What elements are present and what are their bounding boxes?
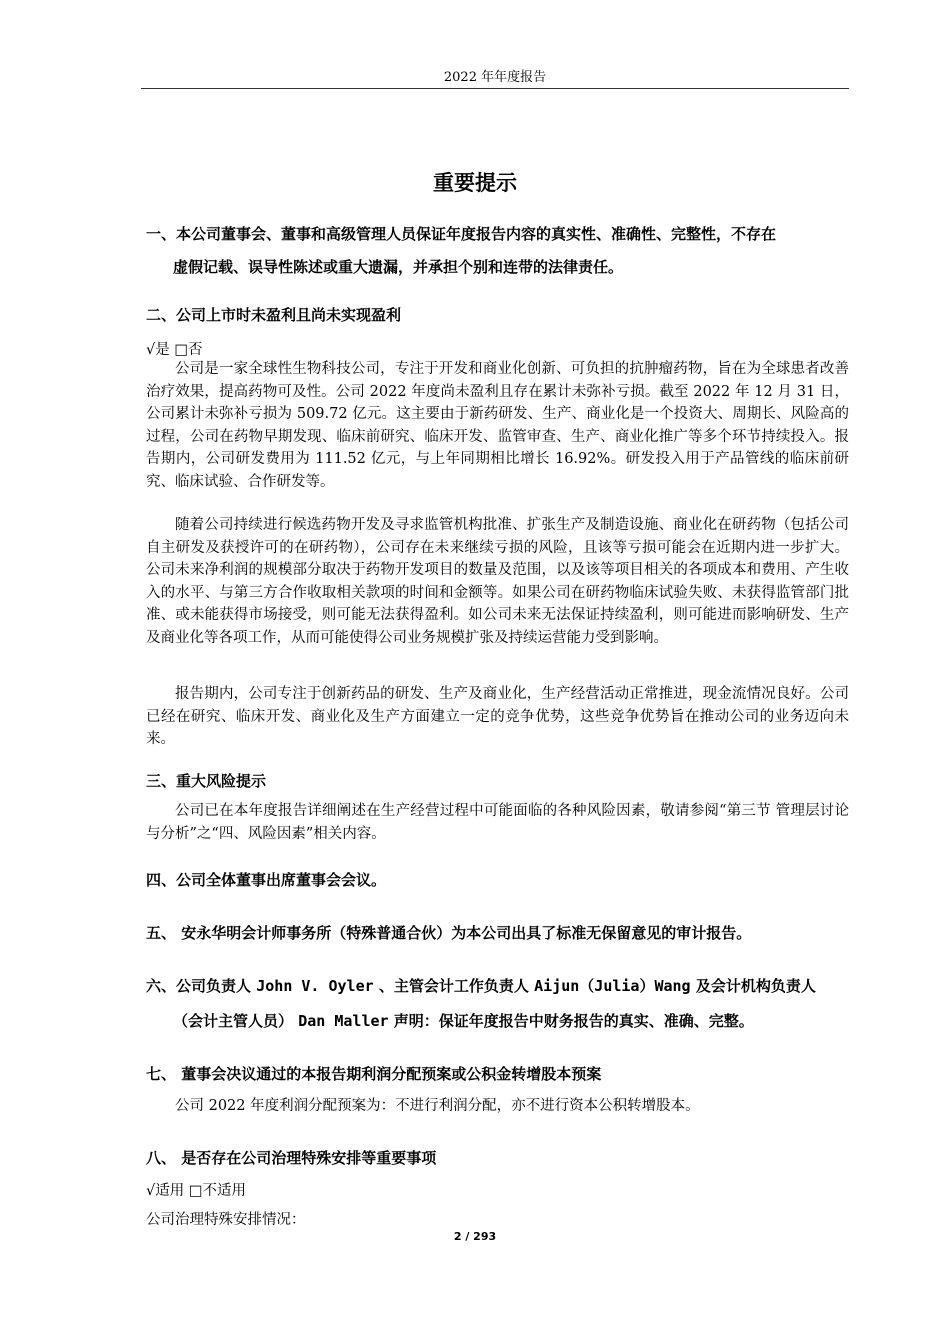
section-7-heading: 七、 董事会决议通过的本报告期利润分配预案或公积金转增股本预案 <box>146 1065 602 1083</box>
section-6-text-e: 及会计机构负责人 <box>695 977 816 995</box>
section-6-text-c: 、主管会计工作负责人 <box>378 977 529 995</box>
section-1-line-2: 虚假记载、误导性陈述或重大遗漏，并承担个别和连带的法律责任。 <box>173 258 624 276</box>
company-head-name: John V. Oyler <box>256 977 374 995</box>
section-7-paragraph: 公司 2022 年度利润分配预案为：不进行利润分配，亦不进行资本公积转增股本。 <box>175 1098 700 1114</box>
section-8-heading: 八、 是否存在公司治理特殊安排等重要事项 <box>146 1149 437 1167</box>
section-1-heading <box>146 218 852 284</box>
section-2-heading: 二、公司上市时未盈利且尚未实现盈利 <box>146 306 402 324</box>
page-title: 重要提示 <box>433 171 517 195</box>
page-number: 2 / 293 <box>453 1230 497 1243</box>
section-2-paragraph-1: 公司是一家全球性生物科技公司，专注于开发和商业化创新、可负担的抗肿瘤药物，旨在为全球患者改善治疗效果，提高药物可及性。公司 2022 年度尚未盈利且存在累计未弥补亏损。截至 2022 年 12 月 31 日，公司累计未弥补亏损为 509.72 亿元。这主要由于新药研发、生产、商业化是一个投资大、周期长、风险高的过程，公司在药物早期发现、临床前研究、临床开发、监管审查、生产、商业化推广等多个环节持续投入。报告期内，公司研发费用为 111.52 亿元，与上年同期相比增长 16.92%。研发投入用于产品管线的临床前研究、临床试验、合作研发等。 <box>146 361 849 490</box>
page-header: 2022 年年度报告 <box>443 70 547 85</box>
section-2-paragraph-2: 随着公司持续进行候选药物开发及寻求监管机构批准、扩张生产及制造设施、商业化在研药物（包括公司自主研发及获授许可的在研药物），公司存在未来继续亏损的风险，且该等亏损可能会在近期内进一步扩大。公司未来净利润的规模部分取决于药物开发项目的数量及范围，以及该等项目相关的各项成本和费用、产生收入的水平、与第三方合作收取相关款项的时间和金额等。如果公司在研药物临床试验失败、未获得监管部门批准、或未能获得市场接受，则可能无法获得盈利。如公司未来无法保证持续盈利，则可能进而影响研发、生产及商业化等各项工作，从而可能使得公司业务规模扩张及持续运营能力受到影响。 <box>146 517 849 646</box>
section-3-paragraph: 公司已在本年度报告详细阐述在生产经营过程中可能面临的各种风险因素，敬请参阅“第三节 管理层讨论与分析”之“四、风险因素”相关内容。 <box>146 803 849 842</box>
section-5-heading: 五、 安永华明会计师事务所（特殊普通合伙）为本公司出具了标准无保留意见的审计报告。 <box>146 924 752 942</box>
section-8-paragraph: 公司治理特殊安排情况： <box>146 1212 306 1228</box>
section-6-text-g: 声明：保证年度报告中财务报告的真实、准确、完整。 <box>393 1012 754 1030</box>
section-1-line-1: 一、本公司董事会、董事和高级管理人员保证年度报告内容的真实性、准确性、完整性，不存在 <box>146 225 777 243</box>
section-2-checkbox-status: √是 □否 <box>146 342 203 358</box>
accounting-head-name: Aijun（Julia）Wang <box>534 977 691 995</box>
section-8-checkbox-status: √适用 □不适用 <box>146 1183 247 1199</box>
section-4-heading: 四、公司全体董事出席董事会会议。 <box>146 871 387 889</box>
section-6-line-1 <box>146 975 852 996</box>
accounting-supervisor-name: Dan Maller <box>298 1012 389 1030</box>
header-divider <box>141 88 849 89</box>
section-6-text-a: 六、公司负责人 <box>146 977 252 995</box>
section-6-line-2 <box>173 1010 754 1031</box>
section-2-paragraph-3: 报告期内，公司专注于创新药品的研发、生产及商业化，生产经营活动正常推进，现金流情况良好。公司已经在研究、临床开发、商业化及生产方面建立一定的竞争优势，这些竞争优势旨在推动公司的业务迈向未来。 <box>146 686 849 747</box>
section-6-text-f: （会计主管人员） <box>173 1012 294 1030</box>
section-3-heading: 三、重大风险提示 <box>146 772 267 790</box>
